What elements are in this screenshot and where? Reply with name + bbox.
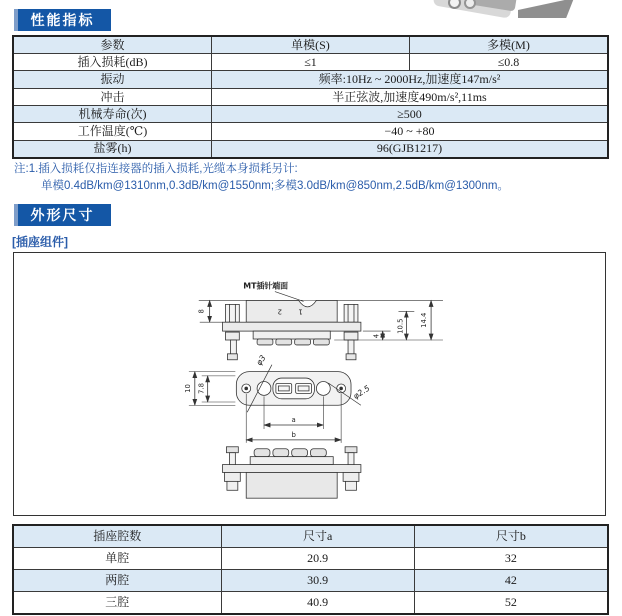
socket-assembly-drawing [14,253,604,514]
cavity-number-1: 1 [298,307,303,316]
front-view [222,447,360,498]
three-cavity-a: 40.9 [221,592,414,614]
jack-screw-hole-left [257,382,271,396]
table-header-row [13,36,608,53]
insertion-loss-note [14,161,604,195]
temperature-label: 工作温度(℃) [13,123,211,140]
table-row-salt-spray [13,140,608,157]
mt-face-callout-label: MT插针端面 [243,281,289,291]
dimensions-table [12,524,609,615]
dim-a-label: a [291,416,296,425]
product-photo [430,0,578,18]
dim-4-label: 4 [372,333,381,339]
perf-header-single-mode: 单模(S) [211,36,409,53]
dims-header-cavities: 插座腔数 [13,525,221,547]
mech-life-label: 机械寿命(次) [13,106,211,123]
perf-header-multi-mode: 多模(M) [409,36,608,53]
side-view [198,281,443,360]
insertion-loss-single: ≤1 [211,53,409,70]
dim-7-8-label: 7.8 [197,382,206,394]
socket-assembly-label: [插座组件] [12,235,68,249]
table-header-row [13,525,608,547]
cavity-number-2: 2 [277,307,283,316]
dia-2-5-callout: φ2.5 [351,383,372,401]
photo-cable-boot [518,0,574,18]
section-title-performance: 性能指标 [14,9,111,31]
jack-screw-hole-right [316,382,330,396]
table-row-temperature [13,123,608,140]
section-title-dimensions: 外形尺寸 [14,204,111,226]
dims-header-b: 尺寸b [414,525,608,547]
performance-table [12,35,609,159]
three-cavity-b: 52 [414,592,608,614]
mounting-flange-front [222,465,360,473]
dims-header-a: 尺寸a [221,525,414,547]
single-cavity-b: 32 [414,547,608,569]
note-line-1: 注:1.插入损耗仅指连接器的插入损耗,光缆本身损耗另计: [14,163,298,175]
dim-8-label: 8 [197,309,206,314]
dim-14-4-label: 14.4 [420,312,429,328]
insertion-loss-label: 插入损耗(dB) [13,53,211,70]
plan-view [184,354,372,443]
salt-spray-value: 96(GJB1217) [211,140,608,157]
table-row-mech-life [13,106,608,123]
two-cavity-b: 42 [414,569,608,591]
temperature-value: −40 ~ +80 [211,123,608,140]
note-line-2: 单模0.4dB/km@1310nm,0.3dB/km@1550nm;多模3.0dB/km@850nm,2.5dB/km@1300nm。 [41,180,509,192]
technical-drawing-frame [13,252,606,516]
table-row-single-cavity [13,547,608,569]
table-row-two-cavity [13,569,608,591]
dim-10-5-label: 10.5 [396,318,405,334]
salt-spray-label: 盐雾(h) [13,140,211,157]
table-row-three-cavity [13,592,608,614]
mounting-flange-side [222,322,360,331]
three-cavity-label: 三腔 [13,592,221,614]
mech-life-value: ≥500 [211,106,608,123]
vibration-label: 振动 [13,71,211,88]
two-cavity-label: 两腔 [13,569,221,591]
shock-value: 半正弦波,加速度490m/s²,11ms [211,88,608,105]
dim-b-label: b [291,430,296,439]
dim-10-label: 10 [183,384,192,393]
insertion-loss-multi: ≤0.8 [409,53,608,70]
vibration-value: 频率:10Hz ~ 2000Hz,加速度147m/s² [211,71,608,88]
table-row-vibration [13,71,608,88]
dia-3-callout: φ3 [254,353,268,368]
connector-body-side [246,300,337,322]
single-cavity-label: 单腔 [13,547,221,569]
single-cavity-a: 20.9 [221,547,414,569]
table-row-insertion-loss [13,53,608,70]
table-row-shock [13,88,608,105]
connector-body-front [246,472,337,498]
perf-header-param: 参数 [13,36,211,53]
shock-label: 冲击 [13,88,211,105]
two-cavity-a: 30.9 [221,569,414,591]
